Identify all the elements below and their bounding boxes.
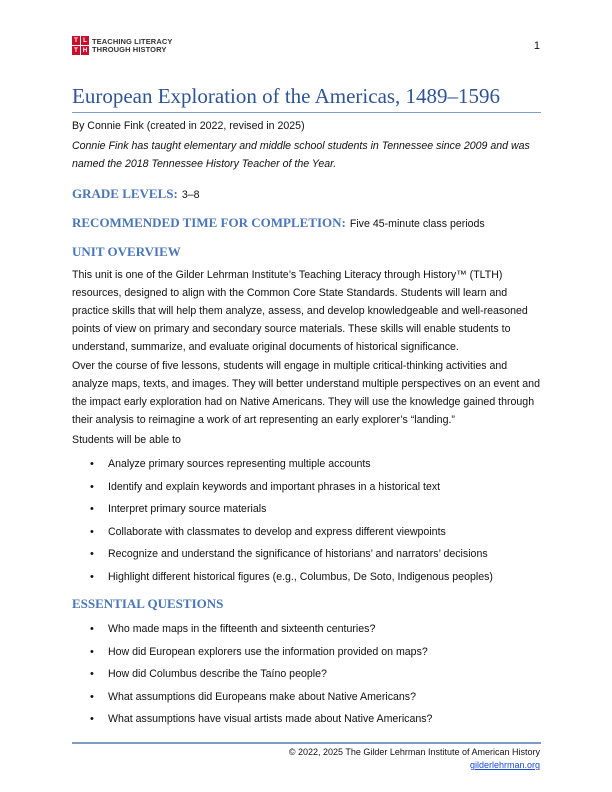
grade-levels (72, 186, 200, 202)
grade-levels-label: GRADE LEVELS: (72, 186, 178, 201)
recommended-time-value: Five 45-minute class periods (349, 218, 485, 230)
overview-paragraph-2: Over the course of five lessons, students will engage in multiple critical-thinking activities and analyze maps, texts, and images. They will better understand multiple perspectives on an event and the impact early exploration had on Native Americans. They will use the knowledge gained through their analysis to reimagine a work of art representing an early explorer’s “landing.” (72, 360, 540, 426)
logo-line-1: TEACHING LITERACY (92, 36, 173, 46)
objectives-list (90, 455, 540, 590)
logo-letter: T (72, 46, 80, 55)
recommended-time (72, 215, 485, 231)
byline: By Connie Fink (created in 2022, revised in 2025) (72, 120, 305, 132)
logo-letter: H (82, 47, 88, 54)
tlth-logo-mark (72, 36, 89, 55)
list-item: • How did Columbus describe the Taíno people? (90, 665, 540, 688)
essential-questions-list (90, 620, 540, 733)
list-item: • What assumptions have visual artists made about Native Americans? (90, 710, 540, 733)
list-item: • Who made maps in the fifteenth and sixteenth centuries? (90, 620, 540, 643)
logo-letter: L (81, 36, 89, 45)
page-title: European Exploration of the Americas, 1489–1596 (72, 84, 501, 108)
list-item: • Analyze primary sources representing multiple accounts (90, 455, 540, 478)
footer-link[interactable]: gilderlehrman.org (469, 760, 540, 770)
footer-copyright: © 2022, 2025 The Gilder Lehrman Institute of American History (288, 747, 540, 757)
recommended-time-label: RECOMMENDED TIME FOR COMPLETION: (72, 215, 346, 230)
list-item: • Identify and explain keywords and important phrases in a historical text (90, 478, 540, 501)
grade-levels-value: 3–8 (181, 189, 200, 201)
logo-letter: T (72, 36, 80, 45)
unit-overview-heading: UNIT OVERVIEW (72, 244, 181, 259)
list-item: • Recognize and understand the significance of historians’ and narrators’ decisions (90, 545, 540, 568)
essential-questions-heading: ESSENTIAL QUESTIONS (72, 596, 224, 611)
students-intro: Students will be able to (72, 434, 181, 446)
list-item: • How did European explorers use the information provided on maps? (90, 643, 540, 666)
logo-line-2: THROUGH HISTORY (92, 44, 167, 54)
list-item: • Highlight different historical figures (e.g., Columbus, De Soto, Indigenous peoples) (90, 568, 540, 591)
list-item: • Collaborate with classmates to develop and express different viewpoints (90, 523, 540, 546)
footer-divider (72, 742, 541, 744)
author-bio: Connie Fink has taught elementary and middle school students in Tennessee since 2009 and was named the 2018 Tennessee History Teacher of the Year. (72, 140, 530, 170)
list-item: • Interpret primary source materials (90, 500, 540, 523)
page-number: 1 (533, 40, 540, 52)
overview-paragraph-1: This unit is one of the Gilder Lehrman Institute’s Teaching Literacy through History™ (TLTH) resources, designed to align with the Common Core State Standards. Students will learn and practice skills that will help them analyze, assess, and develop knowledgeable and well-reasoned points of view on primary and secondary source materials. These skills will enable students to understand, summarize, and evaluate original documents of historical significance. (72, 269, 528, 353)
title-divider (72, 112, 541, 113)
tlth-logo (72, 36, 172, 55)
list-item: • What assumptions did Europeans make about Native Americans? (90, 688, 540, 711)
